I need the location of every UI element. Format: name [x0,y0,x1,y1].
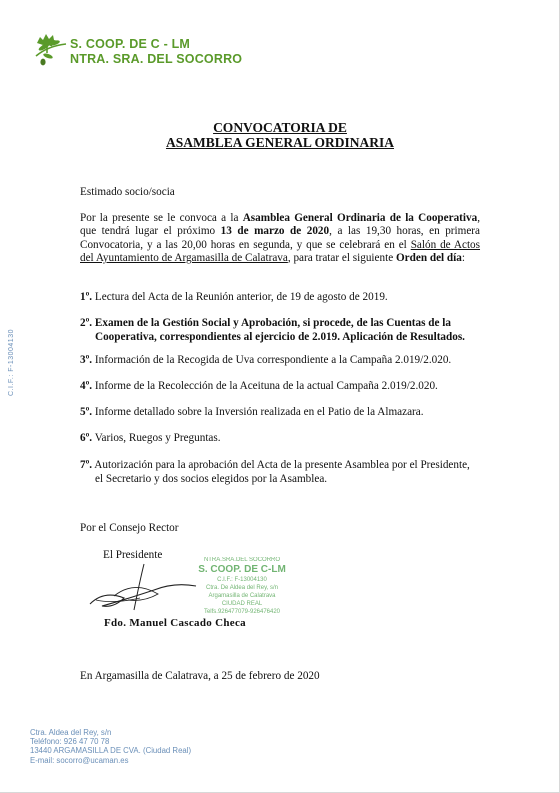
agenda-item-3: 3º. Información de la Recogida de Uva correspondiente a la Campaña 2.019/2.020. [80,354,452,366]
agenda-item-1: 1º. Lectura del Acta de la Reunión anterior, de 19 de agosto de 2019. [80,291,388,303]
council-label: Por el Consejo Rector [80,522,179,534]
intro-line2: que tendrá lugar el próximo 13 de marzo de 2020, a las 19,30 horas, en primera [80,225,480,238]
intro-line4: del Ayuntamiento de Argamasilla de Calatrava, para tratar el siguiente Orden del día: [80,252,465,265]
handwritten-signature [84,560,204,616]
president-label: El Presidente [103,549,163,561]
document-title-line2: ASAMBLEA GENERAL ORDINARIA [165,135,395,150]
intro-line1: Por la presente se le convoca a la Asamblea General Ordinaria de la Cooperativa, [80,212,481,224]
footer-contact [30,728,191,765]
footer-address: Ctra. Aldea del Rey, s/n [30,728,112,737]
agenda-item-6: 6º. Varios, Ruegos y Preguntas. [80,432,221,444]
signatory-name: Fdo. Manuel Cascado Checa [104,617,246,629]
org-name-line1: S. COOP. DE C - LM [70,37,191,51]
footer-email: E-mail: socorro@ucaman.es [30,755,129,765]
agenda-item-7: 7º. Autorización para la aprobación del Acta de la presente Asamblea por el Presidente, el Secretario y dos socios elegidos por la Asamblea. [80,459,470,485]
footer-phone: Teléfono: 926 47 70 78 [30,737,110,747]
side-tax-id: C.I.F.: F-13004130 [8,329,15,396]
cooperative-stamp: NTRA.SRA.DEL SOCORRO S. COOP. DE C-LM C.I.F.: F-13004130 Ctra. De Aldea del Rey, s/n Argamasilla de Calatrava CIUDAD REAL Telfs.926477079-926476420 [198,557,286,615]
intro-line3: Convocatoria, y a las 20,00 horas en segunda, y que se celebrará en el Salón de Actos [80,238,481,251]
tree-icon [34,32,60,54]
agenda-item-4: 4º. Informe de la Recolección de la Aceituna de la actual Campaña 2.019/2.020. [80,380,438,392]
footer-city: 13440 ARGAMASILLA DE CVA. (Ciudad Real) [30,746,192,756]
cooperative-logo [34,30,243,70]
agenda-item-5: 5º. Informe detallado sobre la Inversión realizada en el Patio de la Almazara. [80,406,424,418]
intro-paragraph [80,212,480,266]
place-date: En Argamasilla de Calatrava, a 25 de febrero de 2020 [80,670,320,682]
agenda-item-2: 2º. Examen de la Gestión Social y Aprobación, si procede, de las Cuentas de la Cooperativa, correspondientes al ejercicio de 2.019. Aplicación de Resultados. [80,317,465,343]
org-name-line2: NTRA. SRA. DEL SOCORRO [70,52,243,66]
document-title-line1: CONVOCATORIA DE [213,120,347,135]
greeting: Estimado socio/socia [80,186,175,198]
